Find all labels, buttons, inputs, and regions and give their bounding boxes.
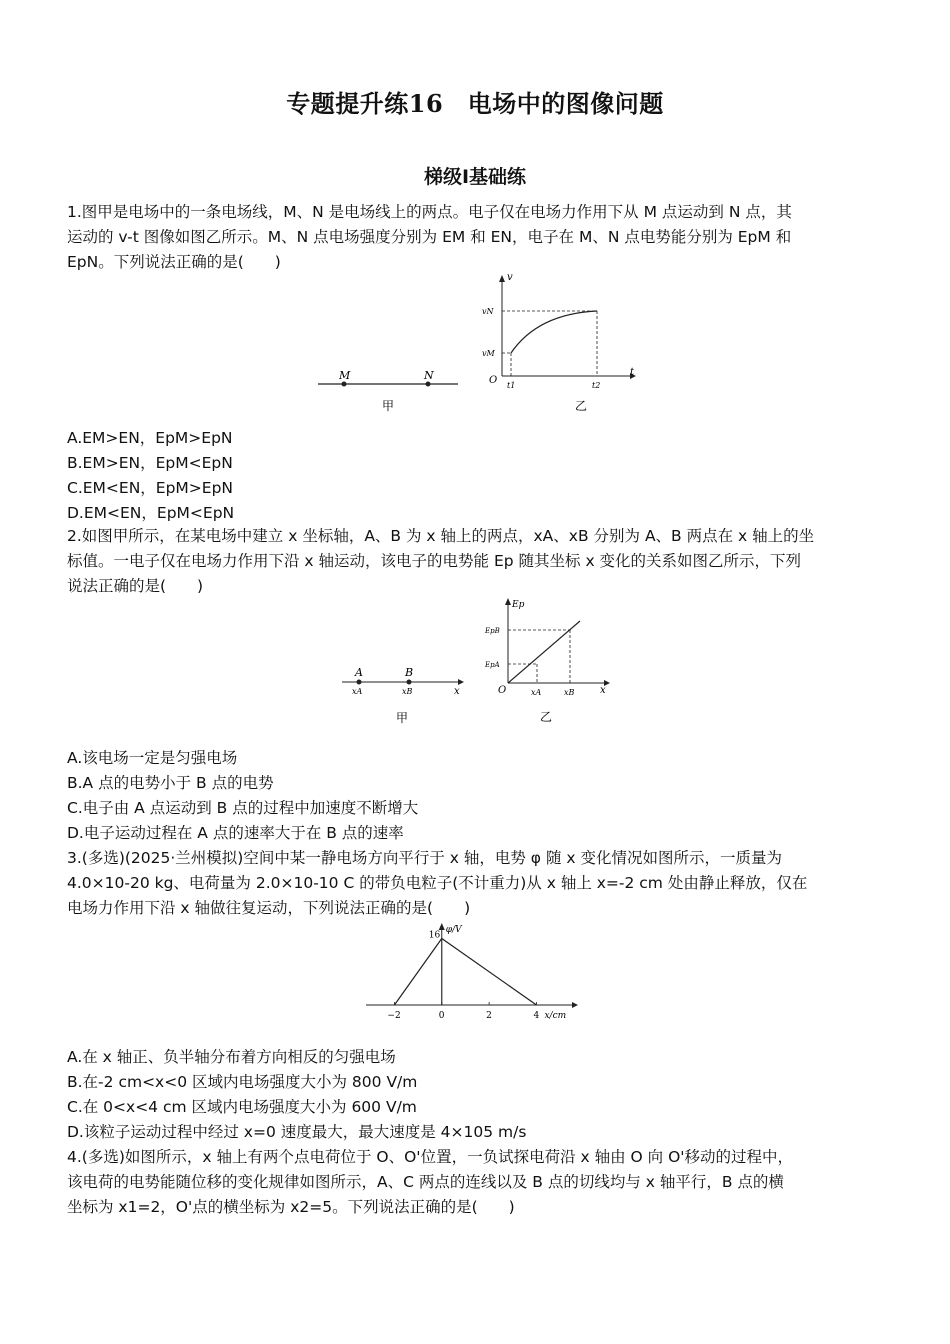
q2-option-b[interactable]: B.A 点的电势小于 B 点的电势 [67,774,274,792]
label-n: N [424,369,434,382]
xb-label: xB [564,688,575,697]
q4-line2: 该电荷的电势能随位移的变化规律如图所示，A、C 两点的连线以及 B 点的切线均与 x 轴平行，B 点的横 [67,1173,784,1191]
q2-option-c[interactable]: C.电子由 A 点运动到 B 点的过程中加速度不断增大 [67,799,419,817]
q1-line1: 1.图甲是电场中的一条电场线，M、N 是电场线上的两点。电子仅在电场力作用下从 M 点运动到 N 点，其 [67,203,792,221]
epa-label: EpA [485,661,500,669]
x-tick-label: 0 [438,1011,445,1021]
caption-yi: 乙 [540,710,553,724]
t1-label: t1 [507,381,516,390]
ep-axis-arrow [505,598,511,605]
label-xa: xA [352,687,363,696]
q3-option-d[interactable]: D.该粒子运动过程中经过 x=0 速度最大，最大速度是 4×105 m/s [67,1123,527,1141]
point-a [357,680,362,685]
caption-jia: 甲 [396,711,409,725]
origin-label: O [489,375,498,386]
question-4-text [67,1145,887,1220]
point-m [342,382,347,387]
y-tick-label: 16 [428,930,441,941]
axis-label-t: t [630,367,635,378]
q1-line3: EpN。下列说法正确的是( ) [67,253,281,271]
origin-label: O [498,685,507,696]
x-axis-arrow [572,1002,578,1008]
x-tick-label: 2 [486,1011,492,1021]
label-m: M [339,369,351,382]
q1-line2: 运动的 v-t 图像如图乙所示。M、N 点电场强度分别为 EM 和 EN，电子在 M、N 点电势能分别为 EpM 和 [67,228,792,246]
q2-line2: 标值。一电子仅在电场力作用下沿 x 轴运动，该电子的电势能 Ep 随其坐标 x 变化的关系如图乙所示，下列 [67,552,802,570]
label-b: B [405,666,414,679]
q1-figure-vt-graph [480,268,645,418]
label-xb: xB [402,687,413,696]
xa-label: xA [531,688,542,697]
q3-line2: 4.0×10-20 kg、电荷量为 2.0×10-10 C 的带负电粒子(不计重力)从 x 轴上 x=-2 cm 处由静止释放，仅在 [67,874,808,892]
x-axis-arrow [458,679,464,685]
section-heading: 梯级Ⅰ基础练 [423,166,527,188]
q1-option-c[interactable]: C.EM<EN，EpM>EpN [67,479,234,497]
t2-label: t2 [592,381,601,390]
caption-yi: 乙 [575,399,588,413]
point-b [407,680,412,685]
q1-option-d[interactable]: D.EM<EN，EpM<EpN [67,504,235,522]
point-n [426,382,431,387]
axis-label-ep: Ep [512,600,525,610]
caption-jia: 甲 [382,399,395,413]
vm-label: vM [482,349,495,358]
question-1-text [67,200,887,275]
velocity-curve [511,311,597,353]
q1-option-b[interactable]: B.EM>EN，EpM<EpN [67,454,233,472]
v-axis-arrow [499,275,505,282]
x-label: x [600,685,606,696]
label-a: A [355,666,363,679]
label-x: x [454,686,460,697]
axis-label-v: v [507,272,513,283]
q2-figure-axis [338,650,473,725]
q3-option-a[interactable]: A.在 x 轴正、负半轴分布着方向相反的匀强电场 [67,1048,396,1066]
epb-label: EpB [485,627,500,635]
y-axis-arrow [439,923,445,930]
q3-option-c[interactable]: C.在 0<x<4 cm 区域内电场强度大小为 600 V/m [67,1098,417,1116]
q3-option-b[interactable]: B.在-2 cm<x<0 区域内电场强度大小为 800 V/m [67,1073,418,1091]
q2-line1: 2.如图甲所示，在某电场中建立 x 坐标轴，A、B 为 x 轴上的两点，xA、xB 分别为 A、B 两点在 x 轴上的坐 [67,527,815,545]
q3-line3: 电场力作用下沿 x 轴做往复运动，下列说法正确的是( ) [67,899,471,917]
q1-figure-field-line [310,270,470,420]
page-title: 专题提升练16 电场中的图像问题 [286,89,664,118]
q3-line1: 3.(多选)(2025·兰州模拟)空间中某一静电场方向平行于 x 轴，电势 φ 随 x 变化情况如图所示，一质量为 [67,849,782,867]
q3-phi-chart [362,918,592,1030]
q2-line3: 说法正确的是( ) [67,577,204,595]
q2-figure-ep-graph [480,595,615,727]
phi-series-line [394,938,536,1005]
question-3-text [67,846,887,921]
x-axis-label: x/cm [544,1011,567,1021]
x-tick-label: 4 [533,1011,540,1021]
x-tick-label: −2 [387,1011,401,1021]
q1-option-a[interactable]: A.EM>EN，EpM>EpN [67,429,233,447]
q2-option-d[interactable]: D.电子运动过程在 A 点的速率大于在 B 点的速率 [67,824,404,842]
q4-line1: 4.(多选)如图所示，x 轴上有两个点电荷位于 O、O'位置，一负试探电荷沿 x 轴由 O 向 O'移动的过程中， [67,1148,794,1166]
y-axis-label: φ/V [445,925,462,935]
vn-label: vN [482,307,494,316]
q4-line3: 坐标为 x1=2，O'点的横坐标为 x2=5。下列说法正确的是( ) [67,1198,515,1216]
q2-option-a[interactable]: A.该电场一定是匀强电场 [67,749,238,767]
question-2-text [67,524,887,599]
